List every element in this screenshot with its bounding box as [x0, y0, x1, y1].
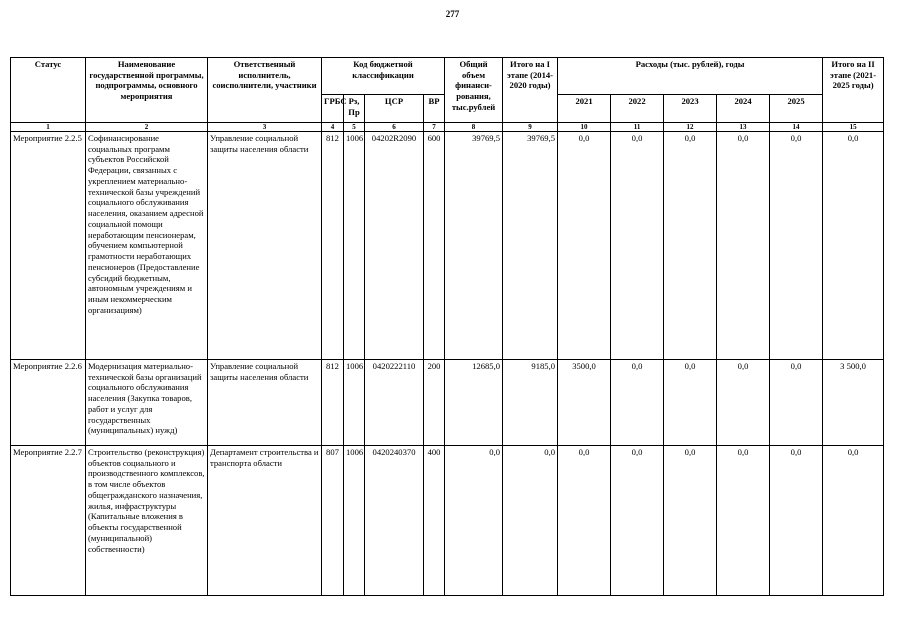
cell-grbs: 812 — [322, 132, 344, 360]
cell-stage1: 39769,5 — [503, 132, 558, 360]
header-2025: 2025 — [770, 95, 823, 123]
header-vr: ВР — [424, 95, 445, 123]
page-number: 277 — [445, 9, 460, 19]
table-row — [11, 360, 884, 446]
column-number: 12 — [664, 123, 717, 132]
column-number: 10 — [558, 123, 611, 132]
column-number: 3 — [208, 123, 322, 132]
header-total-volume: Общий объем финанси-рования, тыс.рублей — [445, 58, 503, 123]
cell-2022: 0,0 — [611, 446, 664, 596]
table-row — [11, 446, 884, 596]
cell-status: Мероприятие 2.2.7 — [11, 446, 86, 596]
column-number: 4 — [322, 123, 344, 132]
cell-2023: 0,0 — [664, 132, 717, 360]
cell-total: 39769,5 — [445, 132, 503, 360]
cell-stage2: 3 500,0 — [823, 360, 884, 446]
cell-stage1: 9185,0 — [503, 360, 558, 446]
cell-2022: 0,0 — [611, 360, 664, 446]
column-number: 6 — [365, 123, 424, 132]
header-expenses: Расходы (тыс. рублей), годы — [558, 58, 823, 95]
header-2024: 2024 — [717, 95, 770, 123]
header-budget-code: Код бюджетной классификации — [322, 58, 445, 95]
cell-stage2: 0,0 — [823, 132, 884, 360]
cell-responsible: Управление социальной защиты населения области — [208, 132, 322, 360]
header-name: Наименование государственной программы, подпрограммы, основного мероприятия — [86, 58, 208, 123]
column-number-row — [11, 123, 884, 132]
column-number: 13 — [717, 123, 770, 132]
cell-name: Софинансирование социальных программ субъектов Российской Федерации, связанных с укреплением материально-технической базы учреждений социального обслуживания населения, оказанием адресной социальной помощи неработающим пенсионерам, обучением компьютерной грамотности неработающих пенсионеров (Предоставление субсидий бюджетным, автономным учреждениям и иным некоммерческим организациям) — [86, 132, 208, 360]
cell-rzpr: 1006 — [344, 446, 365, 596]
column-number: 7 — [424, 123, 445, 132]
cell-total: 0,0 — [445, 446, 503, 596]
cell-stage1: 0,0 — [503, 446, 558, 596]
header-status: Статус — [11, 58, 86, 123]
column-number: 1 — [11, 123, 86, 132]
header-2023: 2023 — [664, 95, 717, 123]
cell-2024: 0,0 — [717, 360, 770, 446]
cell-status: Мероприятие 2.2.6 — [11, 360, 86, 446]
cell-2024: 0,0 — [717, 132, 770, 360]
cell-2025: 0,0 — [770, 360, 823, 446]
header-csr: ЦСР — [365, 95, 424, 123]
cell-responsible: Департамент строительства и транспорта области — [208, 446, 322, 596]
cell-total: 12685,0 — [445, 360, 503, 446]
column-number: 11 — [611, 123, 664, 132]
column-number: 8 — [445, 123, 503, 132]
header-2021: 2021 — [558, 95, 611, 123]
cell-responsible: Управление социальной защиты населения области — [208, 360, 322, 446]
header-grbs: ГРБС — [322, 95, 344, 123]
cell-2023: 0,0 — [664, 360, 717, 446]
cell-csr: 04202R2090 — [365, 132, 424, 360]
cell-name: Модернизация материально-технической базы организаций социального обслуживания населения (Закупка товаров, работ и услуг для государственных (муниципальных) нужд) — [86, 360, 208, 446]
column-number: 14 — [770, 123, 823, 132]
cell-vr: 400 — [424, 446, 445, 596]
column-number: 15 — [823, 123, 884, 132]
cell-csr: 0420240370 — [365, 446, 424, 596]
cell-2024: 0,0 — [717, 446, 770, 596]
cell-grbs: 812 — [322, 360, 344, 446]
budget-table — [10, 57, 884, 596]
cell-2021: 0,0 — [558, 446, 611, 596]
cell-name: Строительство (реконструкция) объектов социального и производственного комплексов, в том числе объектов общегражданского назначения, жилья, инфраструктуры (Капитальные вложения в объекты государственной (муниципальной) собственности) — [86, 446, 208, 596]
header-2022: 2022 — [611, 95, 664, 123]
header-stage1: Итого на I этапе (2014-2020 годы) — [503, 58, 558, 123]
column-number: 9 — [503, 123, 558, 132]
cell-2021: 3500,0 — [558, 360, 611, 446]
header-stage2: Итого на II этапе (2021-2025 годы) — [823, 58, 884, 123]
cell-rzpr: 1006 — [344, 360, 365, 446]
header-responsible: Ответственный исполнитель, соисполнители, участники — [208, 58, 322, 123]
column-number: 5 — [344, 123, 365, 132]
cell-2025: 0,0 — [770, 446, 823, 596]
cell-2021: 0,0 — [558, 132, 611, 360]
cell-stage2: 0,0 — [823, 446, 884, 596]
table-row — [11, 132, 884, 360]
cell-2023: 0,0 — [664, 446, 717, 596]
cell-csr: 0420222110 — [365, 360, 424, 446]
cell-rzpr: 1006 — [344, 132, 365, 360]
column-number: 2 — [86, 123, 208, 132]
cell-vr: 200 — [424, 360, 445, 446]
cell-vr: 600 — [424, 132, 445, 360]
cell-status: Мероприятие 2.2.5 — [11, 132, 86, 360]
cell-2025: 0,0 — [770, 132, 823, 360]
cell-grbs: 807 — [322, 446, 344, 596]
header-rzpr: Рз, Пр — [344, 95, 365, 123]
cell-2022: 0,0 — [611, 132, 664, 360]
